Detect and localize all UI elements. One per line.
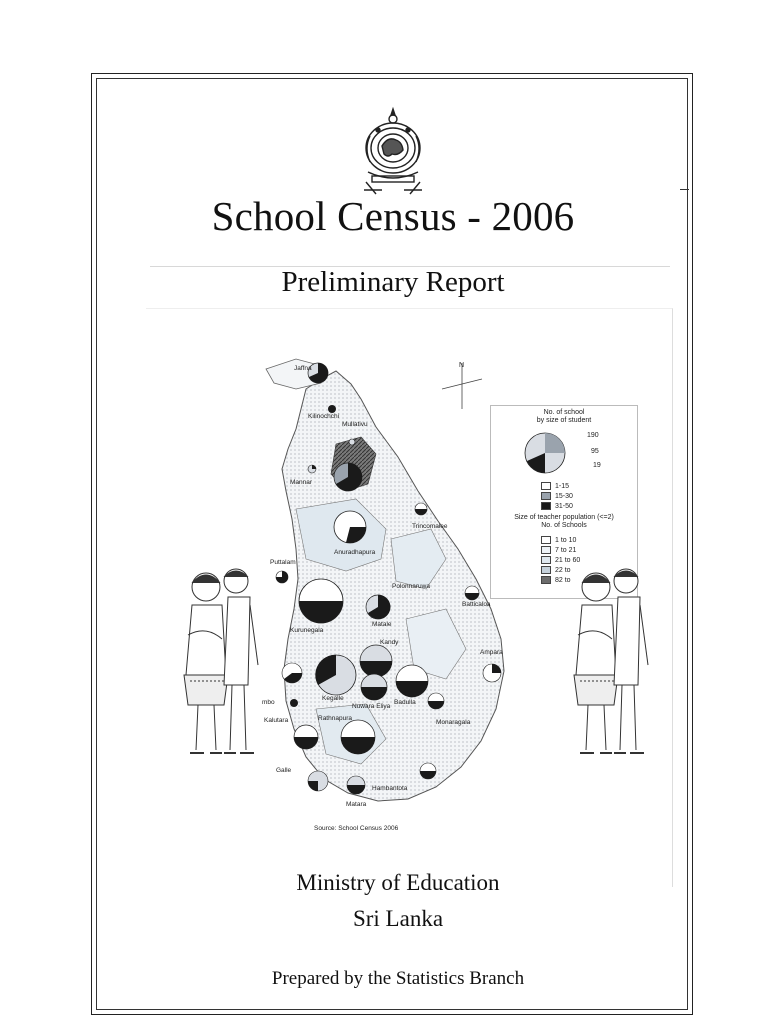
district-label: Trincomalee bbox=[412, 523, 448, 530]
district-label: Ampara bbox=[480, 649, 503, 656]
district-label: Kegalle bbox=[322, 695, 344, 702]
report-subtitle: Preliminary Report bbox=[281, 266, 505, 298]
legend-class-item: 15-30 bbox=[541, 492, 573, 500]
district-label: Nuwara Eliya bbox=[352, 703, 391, 710]
district-label: Monaragala bbox=[436, 719, 471, 726]
district-label: Badulla bbox=[394, 699, 416, 706]
legend-class-item: 1-15 bbox=[541, 482, 569, 490]
district-label: Jaffna bbox=[294, 365, 312, 372]
district-label: mbo bbox=[262, 699, 275, 706]
legend-band-item: 82 to bbox=[541, 576, 571, 584]
legend-scale-item: 190 bbox=[587, 432, 599, 439]
legend-title-2: by size of student bbox=[536, 417, 592, 424]
legend-band-item: 1 to 10 bbox=[541, 536, 576, 544]
report-title: School Census - 2006 bbox=[211, 193, 575, 239]
legend-pie bbox=[521, 428, 573, 478]
legend-title-3: Size of teacher population (<=2) bbox=[514, 514, 614, 521]
district-label: Hambantota bbox=[372, 785, 408, 792]
district-label: Anuradhapura bbox=[334, 549, 376, 556]
national-emblem-icon bbox=[358, 106, 428, 198]
district-label: Matale bbox=[372, 621, 392, 628]
legend-title-1: No. of school bbox=[543, 409, 585, 416]
legend-band-item: 21 to 60 bbox=[541, 556, 580, 564]
district-label: Rathnapura bbox=[318, 715, 352, 722]
district-label: Mannar bbox=[290, 479, 313, 486]
district-label: Mullativu bbox=[342, 421, 368, 428]
legend-scale-item: 95 bbox=[591, 448, 599, 455]
legend-band-item: 22 to bbox=[541, 566, 571, 574]
legend-title-4: No. of Schools bbox=[541, 522, 587, 529]
children-illustration-right-icon bbox=[568, 565, 654, 765]
legend-class-item: 31-50 bbox=[541, 502, 573, 510]
district-label: Kandy bbox=[380, 639, 399, 646]
publisher-name: Ministry of Education bbox=[296, 870, 500, 895]
children-illustration-left-icon bbox=[178, 565, 264, 765]
country-name: Sri Lanka bbox=[352, 906, 444, 931]
district-label: Kilinochchi bbox=[308, 413, 340, 420]
edge-mark bbox=[680, 189, 689, 190]
legend-scale-item: 19 bbox=[593, 462, 601, 469]
district-label: Polonnaruwa bbox=[392, 583, 430, 590]
district-label: Puttalam bbox=[270, 559, 296, 566]
district-label: Matara bbox=[346, 801, 367, 808]
district-label: Galle bbox=[276, 767, 292, 774]
district-label: Kurunegala bbox=[290, 627, 324, 634]
map-source: Source: School Census 2006 bbox=[314, 825, 399, 832]
district-label: Batticaloa bbox=[462, 601, 491, 608]
north-label: N bbox=[459, 362, 465, 369]
legend-band-item: 7 to 21 bbox=[541, 546, 576, 554]
district-label: Kalutara bbox=[264, 717, 289, 724]
prepared-by: Prepared by the Statistics Branch bbox=[271, 968, 525, 989]
